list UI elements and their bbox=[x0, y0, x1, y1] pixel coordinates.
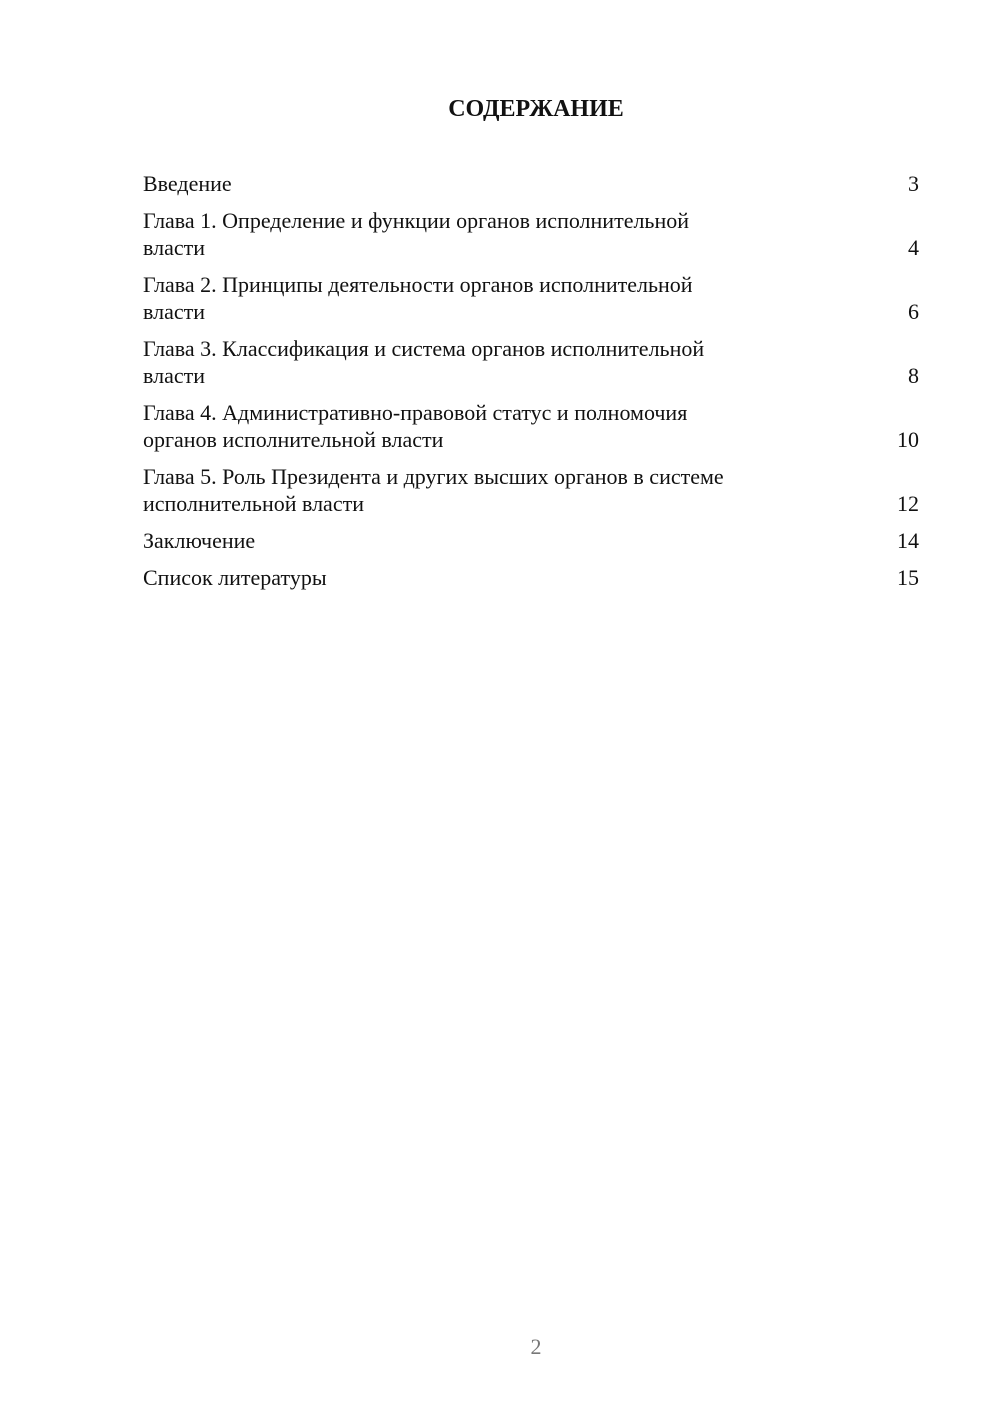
toc-entry-introduction[interactable] bbox=[143, 170, 919, 197]
table-of-contents bbox=[143, 170, 919, 601]
page-footer bbox=[0, 1333, 1000, 1361]
toc-entry-page: 14 bbox=[897, 528, 919, 553]
toc-title: СОДЕРЖАНИЕ bbox=[448, 96, 624, 122]
toc-entry-text: Глава 1. Определение и функции органов исполнительной власти bbox=[143, 208, 690, 260]
toc-entry-text: Глава 2. Принципы деятельности органов исполнительной власти bbox=[143, 272, 693, 324]
toc-entry-bibliography[interactable] bbox=[143, 564, 919, 591]
toc-entry-page: 4 bbox=[908, 235, 919, 260]
toc-entry-page: 6 bbox=[908, 299, 919, 324]
toc-entry-page: 15 bbox=[897, 565, 919, 590]
toc-entry-text: Введение bbox=[143, 171, 232, 196]
toc-entry-text: Список литературы bbox=[143, 565, 327, 590]
toc-entry-text: Глава 5. Роль Президента и других высших органов в системе исполнительной власти bbox=[143, 464, 724, 516]
toc-title-container bbox=[0, 93, 1000, 125]
toc-entry-chapter-3[interactable] bbox=[143, 335, 919, 389]
toc-entry-text: Глава 4. Административно-правовой статус и полномочия органов исполнительной власти bbox=[143, 400, 688, 452]
page-number: 2 bbox=[530, 1334, 542, 1359]
toc-entry-chapter-5[interactable] bbox=[143, 463, 919, 517]
toc-entry-chapter-4[interactable] bbox=[143, 399, 919, 453]
toc-entry-conclusion[interactable] bbox=[143, 527, 919, 554]
toc-entry-text: Заключение bbox=[143, 528, 256, 553]
toc-entry-text: Глава 3. Классификация и система органов исполнительной власти bbox=[143, 336, 705, 388]
toc-entry-page: 8 bbox=[908, 363, 919, 388]
toc-entry-page: 10 bbox=[897, 427, 919, 452]
toc-entry-chapter-1[interactable] bbox=[143, 207, 919, 261]
toc-entry-page: 12 bbox=[897, 491, 919, 516]
toc-entry-chapter-2[interactable] bbox=[143, 271, 919, 325]
toc-entry-page: 3 bbox=[908, 171, 919, 196]
